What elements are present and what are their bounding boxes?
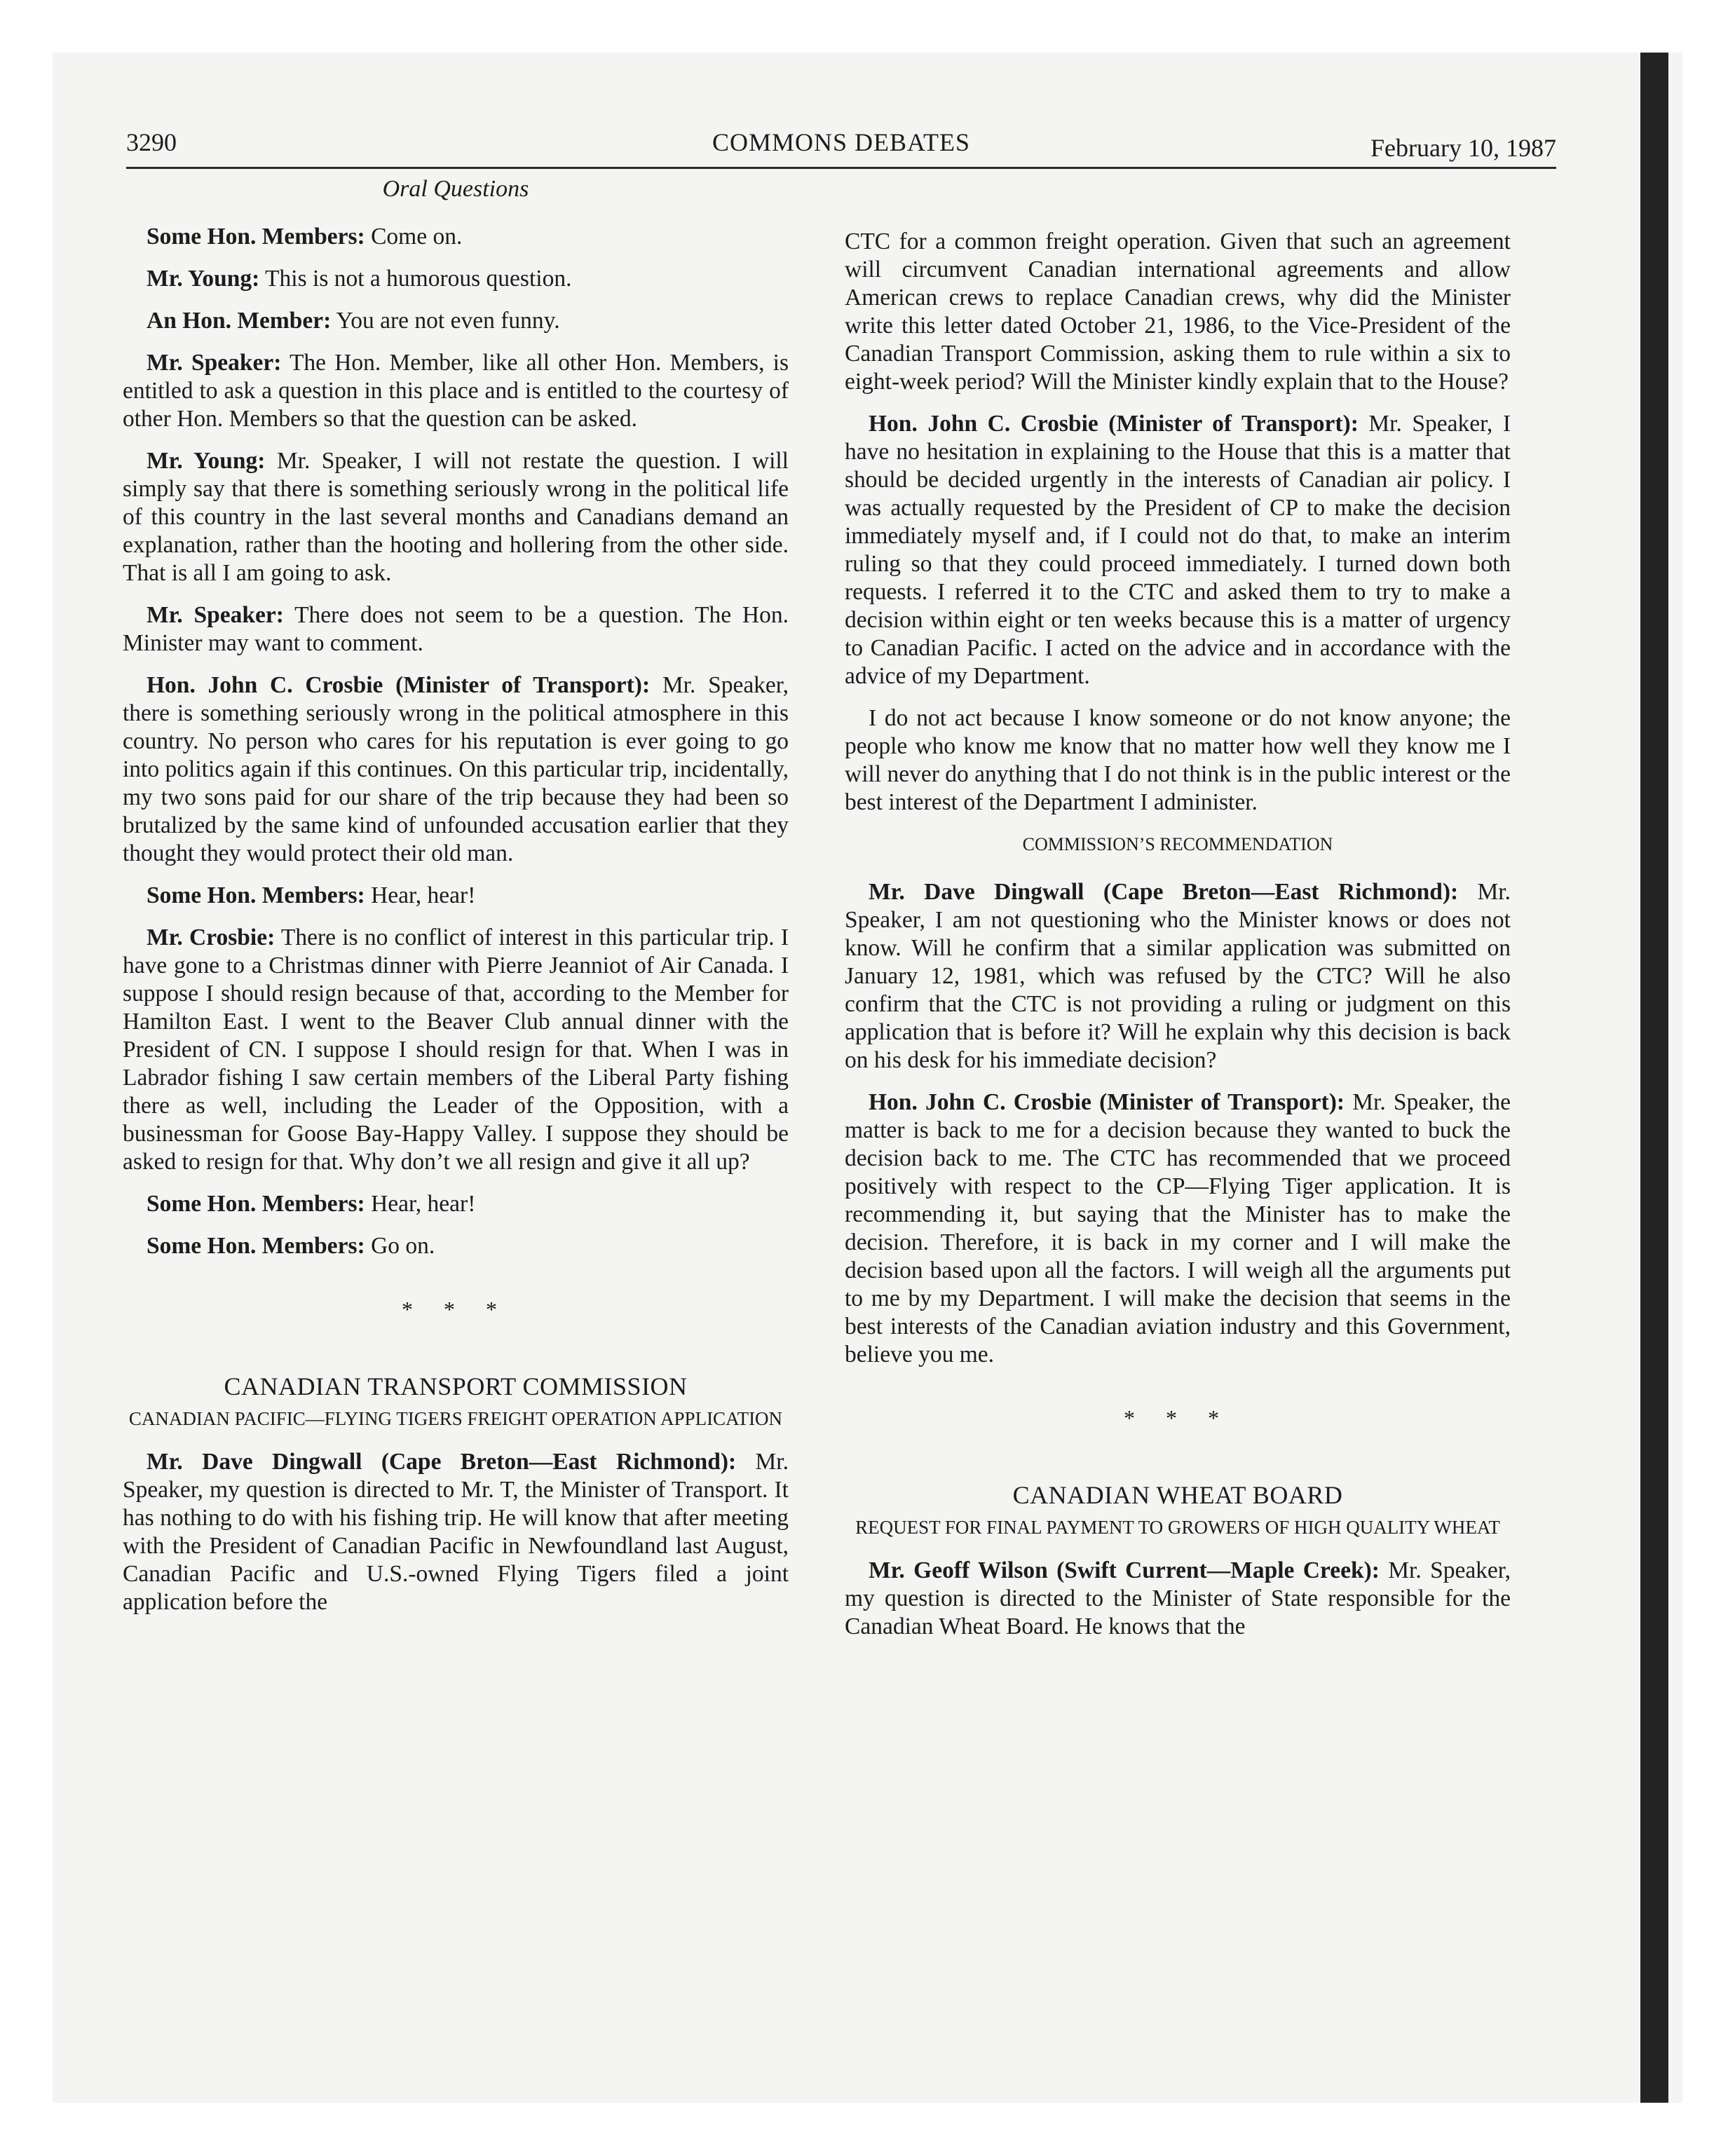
section-subheading: CANADIAN PACIFIC—FLYING TIGERS FREIGHT OPERATION APPLICATION	[128, 1408, 783, 1429]
speech-text: Mr. Speaker, I am not questioning who the Minister knows or does not know. Will he confirm that a similar application was submitted on January 12, 1981, which was refused by the CTC? Will he also confirm that the CTC is not providing a ruling or judgment on this application that is before it? Will he explain why this decision is back on his desk for his immediate decision?	[845, 879, 1511, 1073]
speech-text: The Hon. Member, like all other Hon. Members, is entitled to ask a question in this place and is entitled to the courtesy of other Hon. Members so that the question can be asked.	[123, 350, 789, 432]
page-header	[126, 125, 1556, 169]
speaker-name: Mr. Young:	[147, 266, 260, 292]
speech-text: Mr. Speaker, my question is directed to the Minister of State responsible for the Canadian Wheat Board. He knows that the	[845, 1557, 1511, 1639]
speech-text: I do not act because I know someone or do not know anyone; the people who know me know that no matter how well they know me I will never do anything that I do not think is in the public interest or the best interest of the Department I administer.	[845, 705, 1511, 815]
section-heading: CANADIAN WHEAT BOARD	[1012, 1481, 1343, 1509]
speaker-name: Mr. Dave Dingwall (Cape Breton—East Richmond):	[147, 1449, 737, 1475]
debate-paragraph	[123, 1232, 789, 1260]
debate-paragraph	[123, 601, 789, 657]
page-number: 3290	[126, 128, 177, 156]
debate-paragraph	[123, 447, 789, 587]
section-heading: CANADIAN TRANSPORT COMMISSION	[224, 1372, 688, 1400]
debate-paragraph	[123, 924, 789, 1176]
left-column	[123, 175, 789, 1630]
speaker-name: Mr. Crosbie:	[147, 925, 275, 950]
speech-text: Mr. Speaker, the matter is back to me for a decision because they wanted to buck the decision back to me. The CTC has recommended that we proceed positively with respect to the CP—Flying Tiger application. It is recommending it, but saying that the Minister has to make the decision. Therefore, it is back in my corner and I will make the decision based upon all the factors. I will weigh all the arguments put to me by my Department. I will make the decision that seems in the best interests of the Canadian aviation industry and this Government, believe you me.	[845, 1089, 1511, 1367]
speaker-name: Hon. John C. Crosbie (Minister of Transport):	[147, 672, 651, 698]
speech-text: Come on.	[365, 224, 463, 250]
debate-paragraph	[845, 704, 1511, 817]
debate-paragraph	[845, 878, 1511, 1074]
speaker-name: Hon. John C. Crosbie (Minister of Transport):	[869, 1089, 1345, 1115]
debate-paragraph	[123, 1190, 789, 1218]
speech-text: Go on.	[365, 1233, 435, 1259]
debate-paragraph	[123, 265, 789, 293]
debate-paragraph	[845, 410, 1511, 690]
speech-text: This is not a humorous question.	[259, 266, 572, 292]
debate-paragraph	[123, 1448, 789, 1616]
debate-paragraph	[123, 349, 789, 433]
section-subheading: COMMISSION’S RECOMMENDATION	[1022, 834, 1333, 854]
speaker-name: Mr. Speaker:	[147, 350, 282, 376]
right-column	[845, 228, 1511, 1655]
debate-paragraph	[123, 882, 789, 910]
speech-text: Hear, hear!	[365, 1191, 476, 1217]
speech-text: Mr. Speaker, there is something seriously wrong in the political atmosphere in this country. No person who cares for his reputation is ever going to go into politics again if this continues. On this particular trip, incidentally, my two sons paid for our share of the trip because they had been so brutalized by the same kind of unfounded accusation earlier that they thought they would protect their old man.	[123, 672, 789, 866]
speech-text: Hear, hear!	[365, 882, 476, 908]
speech-text: Mr. Speaker, I have no hesitation in explaining to the House that this is a matter that should be decided urgently in the interests of Canadian air policy. I was actually requested by the President of CP to make the decision immediately myself and, if I could not do that, to make an interim ruling so that they could proceed immediately. I turned down both requests. I referred it to the CTC and asked them to try to make a decision within eight or ten weeks because this is a matter of urgency to Canadian Pacific. I acted on the advice and in accordance with the advice of my Department.	[845, 411, 1511, 689]
section-separator: * * *	[402, 1297, 510, 1322]
publication-date: February 10, 1987	[1370, 134, 1556, 162]
debate-paragraph	[845, 1557, 1511, 1641]
speaker-name: Some Hon. Members:	[147, 224, 365, 250]
section-title: Oral Questions	[382, 176, 529, 202]
debate-paragraph	[845, 1089, 1511, 1369]
speaker-name: Mr. Dave Dingwall (Cape Breton—East Richmond):	[869, 879, 1459, 905]
speech-text: There is no conflict of interest in this particular trip. I have gone to a Christmas dinner with Pierre Jeanniot of Air Canada. I suppose I should resign because of that, according to the Member for Hamilton East. I went to the Beaver Club annual dinner with the President of CN. I suppose I should resign for that. When I was in Labrador fishing I saw certain members of the Liberal Party fishing there as well, including the Leader of the Opposition, with a businessman for Goose Bay-Happy Valley. I suppose they should be asked to resign for that. Why don’t we all resign and give it all up?	[123, 925, 789, 1175]
speaker-name: Some Hon. Members:	[147, 1191, 365, 1217]
scan-edge-shadow	[1640, 53, 1668, 2103]
debate-paragraph	[123, 223, 789, 251]
speaker-name: Mr. Geoff Wilson (Swift Current—Maple Creek):	[869, 1557, 1380, 1583]
speech-text: Mr. Speaker, I will not restate the question. I will simply say that there is something seriously wrong in the political life of this country in the last several months and Canadians demand an explanation, rather than the hooting and hollering from the other side. That is all I am going to ask.	[123, 448, 789, 586]
debate-paragraph	[123, 671, 789, 868]
speaker-name: Some Hon. Members:	[147, 1233, 365, 1259]
debate-paragraph	[123, 307, 789, 335]
continued-paragraph: CTC for a common freight operation. Given that such an agreement will circumvent Canadian international agreements and allow American crews to replace Canadian crews, why did the Minister write this letter dated October 21, 1986, to the Vice-President of the Canadian Transport Commission, asking them to rule within a six to eight-week period? Will the Minister kindly explain that to the House?	[845, 228, 1511, 395]
speech-text: Mr. Speaker, my question is directed to Mr. T, the Minister of Transport. It has nothing to do with his fishing trip. He will know that after meeting with the President of Canadian Pacific in Newfoundland last August, Canadian Pacific and U.S.-owned Flying Tigers filed a joint application before the	[123, 1449, 789, 1615]
speech-text: There does not seem to be a question. The Hon. Minister may want to comment.	[123, 602, 789, 656]
speaker-name: Hon. John C. Crosbie (Minister of Transport):	[869, 411, 1359, 437]
publication-title: COMMONS DEBATES	[712, 128, 971, 156]
speaker-name: An Hon. Member:	[147, 308, 332, 334]
speech-text: You are not even funny.	[331, 308, 560, 334]
speaker-name: Mr. Young:	[147, 448, 266, 474]
speaker-name: Mr. Speaker:	[147, 602, 284, 628]
speaker-name: Some Hon. Members:	[147, 882, 365, 908]
section-subheading: REQUEST FOR FINAL PAYMENT TO GROWERS OF HIGH QUALITY WHEAT	[855, 1517, 1500, 1538]
section-separator: * * *	[1124, 1405, 1232, 1431]
